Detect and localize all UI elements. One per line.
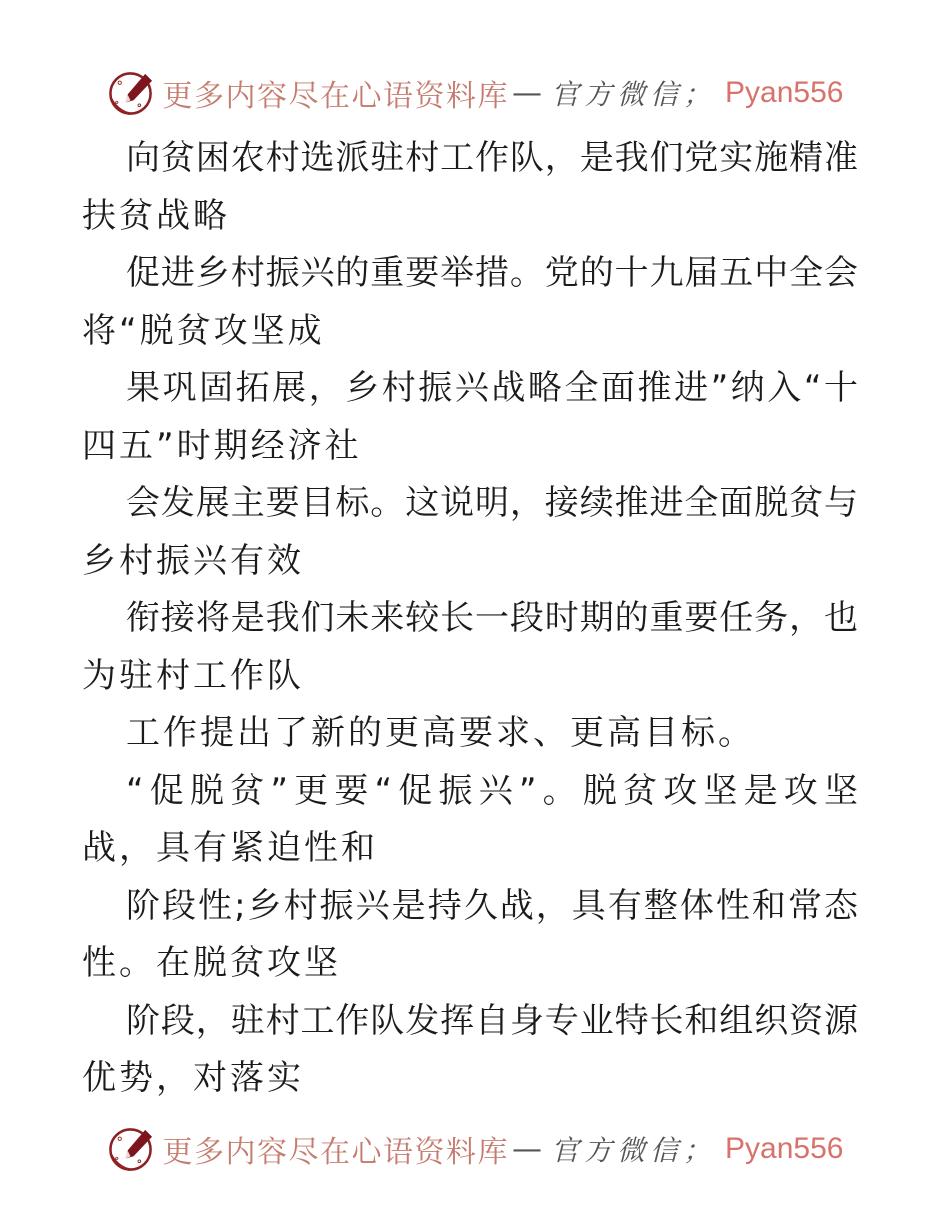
text-line: 促进乡村振兴的重要举措。党的十九届五中全会 — [126, 253, 858, 293]
text-line: 扶贫战略 — [82, 195, 230, 236]
text-line: 衔接将是我们未来较长一段时期的重要任务，也 — [126, 598, 858, 638]
watermark-label: 官方微信； — [551, 1134, 717, 1167]
xinyu-pen-logo-icon — [107, 70, 154, 117]
text-line: 性。在脱贫攻坚 — [82, 943, 341, 983]
watermark-brand-text: 更多内容尽在心语资料库 — [162, 79, 510, 114]
text-line: 向贫困农村选派驻村工作队，是我们党实施精准 — [126, 138, 858, 178]
document-body — [82, 130, 858, 1108]
text-line: 乡村振兴有效 — [82, 540, 304, 581]
text-line: 为驻村工作队 — [82, 655, 304, 696]
header-watermark — [0, 64, 950, 122]
text-line: 阶段性;乡村振兴是持久战，具有整体性和常态 — [126, 885, 858, 926]
watermark-dash: — — [512, 75, 543, 111]
text-line: 优势，对落实 — [82, 1058, 304, 1098]
text-line: “促脱贫”更要“促振兴”。脱贫攻坚是攻坚 — [126, 770, 858, 811]
text-line: 工作提出了新的更高要求、更高目标。 — [126, 713, 755, 753]
text-line: 阶段，驻村工作队发挥自身专业特长和组织资源 — [126, 1000, 858, 1041]
text-line: 会发展主要目标。这说明，接续推进全面脱贫与 — [126, 483, 858, 523]
text-line: 战，具有紧迫性和 — [82, 828, 378, 868]
text-line: 果巩固拓展，乡村振兴战略全面推进”纳入“十 — [126, 368, 858, 408]
text-line: 将“脱贫攻坚成 — [82, 310, 325, 351]
watermark-dash: — — [512, 1131, 543, 1167]
xinyu-pen-logo-icon — [107, 1126, 154, 1173]
watermark-wechat-id: Pyan556 — [725, 76, 844, 109]
footer-watermark — [0, 1120, 950, 1178]
text-line: 四五”时期经济社 — [82, 425, 362, 466]
watermark-brand-text: 更多内容尽在心语资料库 — [162, 1135, 510, 1170]
watermark-label: 官方微信； — [551, 78, 717, 111]
watermark-wechat-id: Pyan556 — [725, 1132, 844, 1165]
